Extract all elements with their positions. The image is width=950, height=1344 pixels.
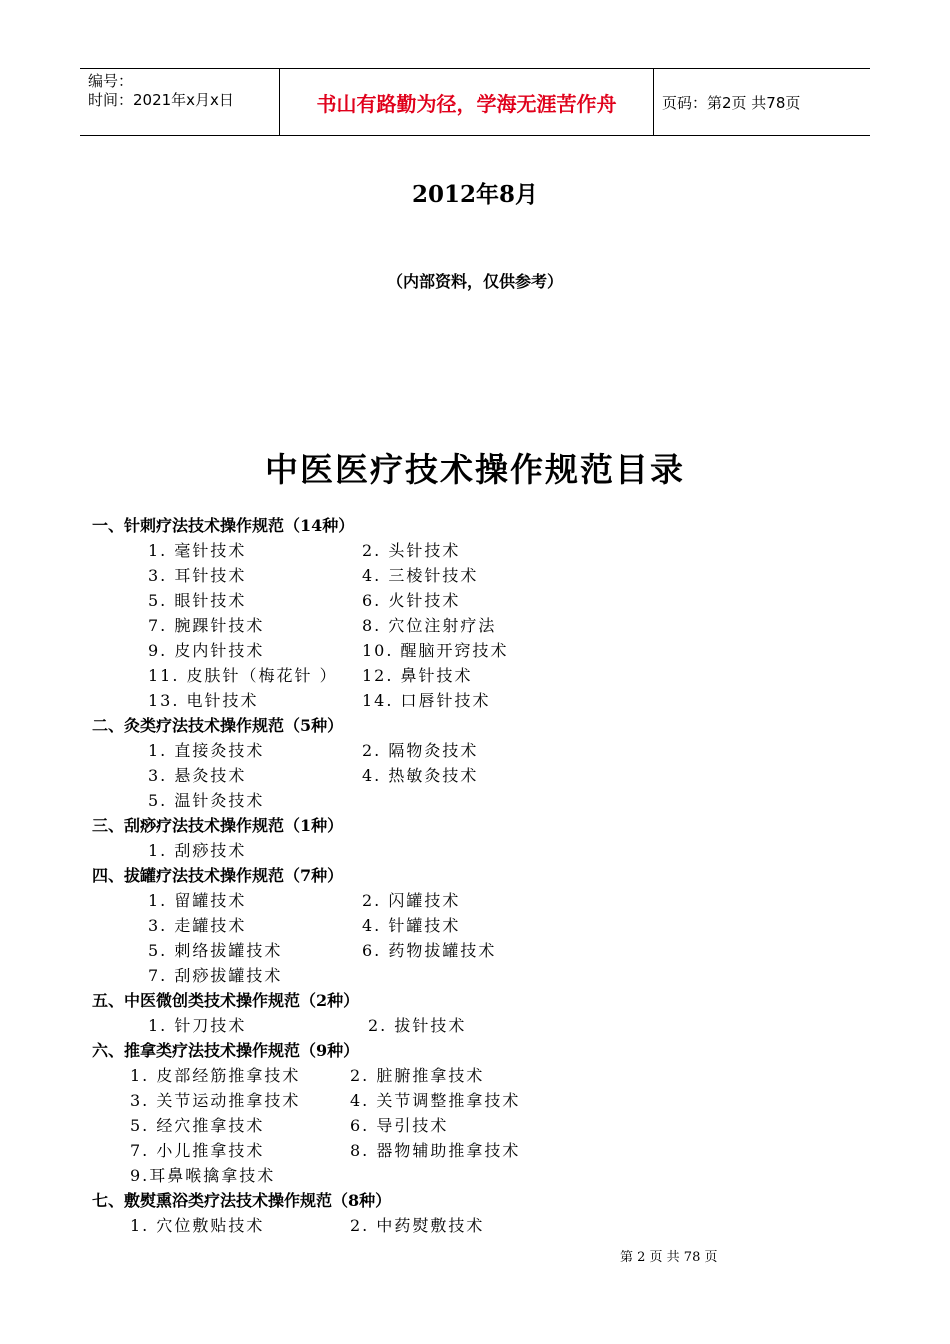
page-footer: 第 2 页 共 78 页: [620, 1250, 718, 1265]
toc-item: 5. 温针灸技术: [148, 791, 265, 810]
toc-row: [92, 738, 892, 763]
toc-item: 3. 走罐技术: [148, 916, 247, 935]
toc-item: 7. 小儿推拿技术: [130, 1141, 265, 1160]
toc-item: 2. 中药熨敷技术: [350, 1216, 485, 1235]
toc-row: [92, 538, 892, 563]
toc-item: 8. 穴位注射疗法: [362, 616, 497, 635]
header-code: 编号：: [88, 72, 134, 90]
toc-item: 4. 针罐技术: [362, 916, 461, 935]
toc-row: [92, 913, 892, 938]
toc-item: 6. 导引技术: [350, 1116, 449, 1135]
toc-item: 7. 腕踝针技术: [148, 616, 265, 635]
toc-item: 12. 鼻针技术: [362, 666, 473, 685]
toc-row: [92, 588, 892, 613]
toc-item: 4. 热敏灸技术: [362, 766, 479, 785]
toc-item: 5. 经穴推拿技术: [130, 1116, 265, 1135]
toc-row: [92, 1088, 892, 1113]
toc-item: 10. 醒脑开窍技术: [362, 641, 509, 660]
table-of-contents: [92, 513, 892, 1238]
toc-item: 1. 针刀技术: [148, 1016, 247, 1035]
toc-row: [92, 1138, 892, 1163]
toc-item: 6. 药物拔罐技术: [362, 941, 497, 960]
toc-item: 7. 刮痧拔罐技术: [148, 966, 283, 985]
toc-item: 11. 皮肤针（梅花针 ）: [148, 666, 338, 685]
toc-item: 1. 留罐技术: [148, 891, 247, 910]
toc-row: [92, 838, 892, 863]
toc-item: 1. 毫针技术: [148, 541, 247, 560]
section-heading: 二、灸类疗法技术操作规范（5种）: [92, 716, 344, 735]
toc-item: 13. 电针技术: [148, 691, 259, 710]
internal-note: （内部资料，仅供参考）: [386, 272, 563, 291]
toc-row: [92, 613, 892, 638]
toc-row: [92, 763, 892, 788]
header-motto: 书山有路勤为径，学海无涯苦作舟: [280, 69, 654, 135]
toc-item: 4. 关节调整推拿技术: [350, 1091, 521, 1110]
toc-row: [92, 638, 892, 663]
toc-item: 8. 器物辅助推拿技术: [350, 1141, 521, 1160]
section-heading: 三、刮痧疗法技术操作规范（1种）: [92, 816, 344, 835]
toc-item: 2. 头针技术: [362, 541, 461, 560]
toc-item: 3. 悬灸技术: [148, 766, 247, 785]
toc-item: 1. 穴位敷贴技术: [130, 1216, 265, 1235]
header-meta: [80, 69, 280, 135]
toc-row: [92, 1113, 892, 1138]
toc-row: [92, 1213, 892, 1238]
document-date: 2012年8月: [411, 181, 539, 208]
toc-item: 6. 火针技术: [362, 591, 461, 610]
section-heading: 四、拔罐疗法技术操作规范（7种）: [92, 866, 344, 885]
toc-row: [92, 1063, 892, 1088]
section-heading: 六、推拿类疗法技术操作规范（9种）: [92, 1041, 360, 1060]
toc-item: 2. 脏腑推拿技术: [350, 1066, 485, 1085]
toc-row: [92, 1013, 892, 1038]
page-header: [80, 68, 870, 136]
toc-item: 9.耳鼻喉擒拿技术: [130, 1166, 276, 1185]
toc-row: [92, 788, 892, 813]
toc-item: 3. 关节运动推拿技术: [130, 1091, 301, 1110]
toc-item: 1. 刮痧技术: [148, 841, 247, 860]
toc-item: 14. 口唇针技术: [362, 691, 491, 710]
section-heading: 五、中医微创类技术操作规范（2种）: [92, 991, 360, 1010]
section-heading: 一、针刺疗法技术操作规范（14种）: [92, 516, 355, 535]
toc-row: [92, 1163, 892, 1188]
toc-item: 2. 隔物灸技术: [362, 741, 479, 760]
toc-item: 4. 三棱针技术: [362, 566, 479, 585]
toc-item: 9. 皮内针技术: [148, 641, 265, 660]
toc-item: 3. 耳针技术: [148, 566, 247, 585]
header-time: 时间：2021年x月x日: [88, 91, 234, 109]
toc-row: [92, 938, 892, 963]
section-heading: 七、敷熨熏浴类疗法技术操作规范（8种）: [92, 1191, 392, 1210]
page-title: 中医医疗技术操作规范目录: [265, 450, 685, 489]
toc-item: 5. 刺络拔罐技术: [148, 941, 283, 960]
header-page-info: 页码：第2页 共78页: [662, 93, 801, 112]
toc-item: 1. 皮部经筋推拿技术: [130, 1066, 301, 1085]
toc-row: [92, 963, 892, 988]
toc-item: 2. 拔针技术: [368, 1016, 467, 1035]
toc-item: 5. 眼针技术: [148, 591, 247, 610]
toc-item: 2. 闪罐技术: [362, 891, 461, 910]
toc-row: [92, 663, 892, 688]
toc-row: [92, 688, 892, 713]
toc-row: [92, 563, 892, 588]
toc-item: 1. 直接灸技术: [148, 741, 265, 760]
toc-row: [92, 888, 892, 913]
